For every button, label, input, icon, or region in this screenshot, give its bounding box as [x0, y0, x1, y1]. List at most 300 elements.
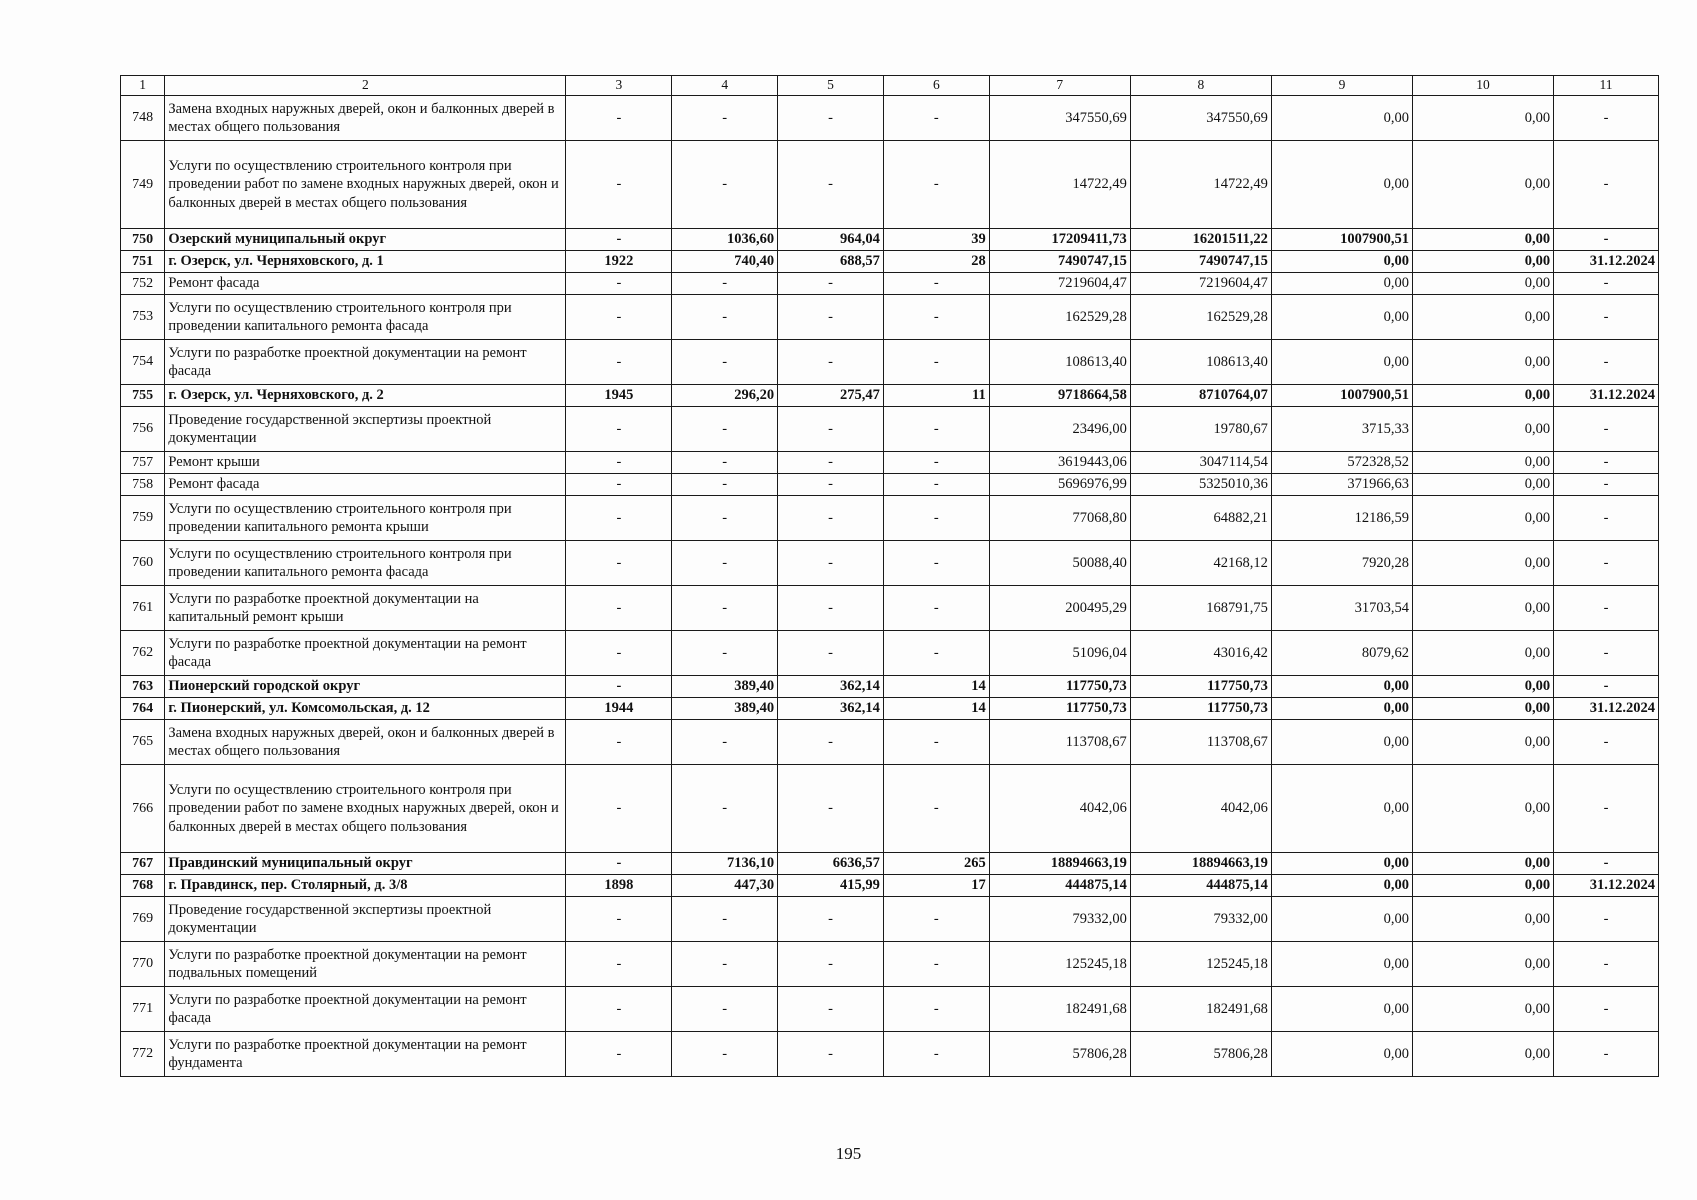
row-number: 760 — [121, 541, 165, 586]
fund-cost-cell: 162529,28 — [1130, 295, 1271, 340]
other-cost-cell: 0,00 — [1413, 141, 1554, 229]
area-living-cell: 415,99 — [778, 875, 884, 897]
item-name: Услуги по разработке проектной документации на ремонт фундамента — [165, 1032, 566, 1077]
row-number: 761 — [121, 586, 165, 631]
fund-cost-cell: 7219604,47 — [1130, 273, 1271, 295]
area-living-cell: - — [778, 631, 884, 676]
deadline-cell: - — [1554, 474, 1659, 496]
residents-cell: 28 — [883, 251, 989, 273]
total-cost-cell: 51096,04 — [989, 631, 1130, 676]
area-cell: 296,20 — [672, 385, 778, 407]
table-row — [121, 96, 1659, 141]
deadline-cell: - — [1554, 96, 1659, 141]
area-cell: - — [672, 96, 778, 141]
table-row — [121, 586, 1659, 631]
deadline-cell: 31.12.2024 — [1554, 875, 1659, 897]
row-number: 767 — [121, 853, 165, 875]
residents-cell: - — [883, 720, 989, 765]
area-living-cell: - — [778, 474, 884, 496]
owner-cost-cell: 0,00 — [1271, 141, 1412, 229]
column-header: 11 — [1554, 76, 1659, 96]
area-living-cell: 362,14 — [778, 698, 884, 720]
area-living-cell: - — [778, 452, 884, 474]
table-header-row — [121, 76, 1659, 96]
owner-cost-cell: 0,00 — [1271, 875, 1412, 897]
year-cell: - — [566, 942, 672, 987]
deadline-cell: - — [1554, 541, 1659, 586]
total-cost-cell: 50088,40 — [989, 541, 1130, 586]
row-number: 762 — [121, 631, 165, 676]
owner-cost-cell: 371966,63 — [1271, 474, 1412, 496]
area-cell: - — [672, 496, 778, 541]
area-cell: - — [672, 631, 778, 676]
area-living-cell: 688,57 — [778, 251, 884, 273]
district-row — [121, 229, 1659, 251]
total-cost-cell: 117750,73 — [989, 698, 1130, 720]
area-living-cell: - — [778, 273, 884, 295]
other-cost-cell: 0,00 — [1413, 853, 1554, 875]
year-cell: - — [566, 720, 672, 765]
residents-cell: - — [883, 987, 989, 1032]
column-header: 6 — [883, 76, 989, 96]
residents-cell: - — [883, 141, 989, 229]
fund-cost-cell: 168791,75 — [1130, 586, 1271, 631]
table-body — [121, 76, 1659, 1077]
table-row — [121, 720, 1659, 765]
residents-cell: - — [883, 407, 989, 452]
column-header: 8 — [1130, 76, 1271, 96]
column-header: 4 — [672, 76, 778, 96]
deadline-cell: 31.12.2024 — [1554, 385, 1659, 407]
total-cost-cell: 23496,00 — [989, 407, 1130, 452]
year-cell: - — [566, 586, 672, 631]
row-number: 757 — [121, 452, 165, 474]
area-living-cell: - — [778, 586, 884, 631]
year-cell: - — [566, 474, 672, 496]
area-living-cell: - — [778, 295, 884, 340]
item-name: Ремонт крыши — [165, 452, 566, 474]
area-cell: - — [672, 897, 778, 942]
fund-cost-cell: 7490747,15 — [1130, 251, 1271, 273]
owner-cost-cell: 0,00 — [1271, 765, 1412, 853]
deadline-cell: - — [1554, 141, 1659, 229]
row-number: 753 — [121, 295, 165, 340]
fund-cost-cell: 14722,49 — [1130, 141, 1271, 229]
deadline-cell: - — [1554, 942, 1659, 987]
owner-cost-cell: 0,00 — [1271, 251, 1412, 273]
item-name: Ремонт фасада — [165, 273, 566, 295]
deadline-cell: 31.12.2024 — [1554, 251, 1659, 273]
residents-cell: 17 — [883, 875, 989, 897]
row-number: 749 — [121, 141, 165, 229]
year-cell: 1898 — [566, 875, 672, 897]
area-cell: 389,40 — [672, 676, 778, 698]
total-cost-cell: 57806,28 — [989, 1032, 1130, 1077]
table-row — [121, 474, 1659, 496]
area-living-cell: 6636,57 — [778, 853, 884, 875]
residents-cell: 11 — [883, 385, 989, 407]
area-cell: - — [672, 273, 778, 295]
year-cell: - — [566, 1032, 672, 1077]
deadline-cell: - — [1554, 987, 1659, 1032]
address-row — [121, 875, 1659, 897]
other-cost-cell: 0,00 — [1413, 541, 1554, 586]
row-number: 755 — [121, 385, 165, 407]
row-number: 758 — [121, 474, 165, 496]
owner-cost-cell: 0,00 — [1271, 295, 1412, 340]
deadline-cell: - — [1554, 720, 1659, 765]
fund-cost-cell: 8710764,07 — [1130, 385, 1271, 407]
owner-cost-cell: 0,00 — [1271, 273, 1412, 295]
owner-cost-cell: 8079,62 — [1271, 631, 1412, 676]
other-cost-cell: 0,00 — [1413, 340, 1554, 385]
area-cell: 740,40 — [672, 251, 778, 273]
total-cost-cell: 4042,06 — [989, 765, 1130, 853]
area-living-cell: - — [778, 897, 884, 942]
total-cost-cell: 108613,40 — [989, 340, 1130, 385]
item-name: г. Озерск, ул. Черняховского, д. 2 — [165, 385, 566, 407]
item-name: Услуги по осуществлению строительного контроля при проведении капитального ремонта фасада — [165, 295, 566, 340]
other-cost-cell: 0,00 — [1413, 586, 1554, 631]
year-cell: 1944 — [566, 698, 672, 720]
item-name: Услуги по осуществлению строительного контроля при проведении капитального ремонта фасада — [165, 541, 566, 586]
total-cost-cell: 7490747,15 — [989, 251, 1130, 273]
row-number: 756 — [121, 407, 165, 452]
row-number: 752 — [121, 273, 165, 295]
area-cell: - — [672, 942, 778, 987]
owner-cost-cell: 0,00 — [1271, 96, 1412, 141]
fund-cost-cell: 347550,69 — [1130, 96, 1271, 141]
deadline-cell: - — [1554, 897, 1659, 942]
other-cost-cell: 0,00 — [1413, 251, 1554, 273]
deadline-cell: - — [1554, 765, 1659, 853]
row-number: 769 — [121, 897, 165, 942]
area-cell: 389,40 — [672, 698, 778, 720]
deadline-cell: - — [1554, 407, 1659, 452]
fund-cost-cell: 113708,67 — [1130, 720, 1271, 765]
residents-cell: - — [883, 295, 989, 340]
area-living-cell: 964,04 — [778, 229, 884, 251]
fund-cost-cell: 16201511,22 — [1130, 229, 1271, 251]
fund-cost-cell: 125245,18 — [1130, 942, 1271, 987]
other-cost-cell: 0,00 — [1413, 96, 1554, 141]
table-row — [121, 1032, 1659, 1077]
item-name: Проведение государственной экспертизы проектной документации — [165, 407, 566, 452]
total-cost-cell: 5696976,99 — [989, 474, 1130, 496]
item-name: Пионерский городской округ — [165, 676, 566, 698]
residents-cell: 14 — [883, 698, 989, 720]
table-row — [121, 765, 1659, 853]
fund-cost-cell: 19780,67 — [1130, 407, 1271, 452]
table-row — [121, 942, 1659, 987]
address-row — [121, 385, 1659, 407]
area-living-cell: - — [778, 496, 884, 541]
table-row — [121, 897, 1659, 942]
area-living-cell: - — [778, 720, 884, 765]
table-row — [121, 295, 1659, 340]
column-header: 7 — [989, 76, 1130, 96]
year-cell: - — [566, 273, 672, 295]
residents-cell: - — [883, 1032, 989, 1077]
year-cell: 1922 — [566, 251, 672, 273]
deadline-cell: - — [1554, 273, 1659, 295]
deadline-cell: - — [1554, 295, 1659, 340]
deadline-cell: - — [1554, 340, 1659, 385]
deadline-cell: - — [1554, 1032, 1659, 1077]
table-row — [121, 407, 1659, 452]
total-cost-cell: 7219604,47 — [989, 273, 1130, 295]
residents-cell: - — [883, 452, 989, 474]
fund-cost-cell: 5325010,36 — [1130, 474, 1271, 496]
fund-cost-cell: 43016,42 — [1130, 631, 1271, 676]
area-cell: - — [672, 541, 778, 586]
deadline-cell: - — [1554, 853, 1659, 875]
column-header: 1 — [121, 76, 165, 96]
item-name: Услуги по разработке проектной документации на ремонт фасада — [165, 987, 566, 1032]
deadline-cell: - — [1554, 229, 1659, 251]
fund-cost-cell: 79332,00 — [1130, 897, 1271, 942]
item-name: Проведение государственной экспертизы проектной документации — [165, 897, 566, 942]
area-living-cell: - — [778, 942, 884, 987]
year-cell: - — [566, 631, 672, 676]
owner-cost-cell: 31703,54 — [1271, 586, 1412, 631]
total-cost-cell: 77068,80 — [989, 496, 1130, 541]
district-row — [121, 853, 1659, 875]
year-cell: - — [566, 295, 672, 340]
other-cost-cell: 0,00 — [1413, 273, 1554, 295]
area-living-cell: - — [778, 96, 884, 141]
owner-cost-cell: 0,00 — [1271, 853, 1412, 875]
table-row — [121, 452, 1659, 474]
other-cost-cell: 0,00 — [1413, 875, 1554, 897]
table-row — [121, 987, 1659, 1032]
item-name: г. Пионерский, ул. Комсомольская, д. 12 — [165, 698, 566, 720]
residents-cell: 14 — [883, 676, 989, 698]
address-row — [121, 698, 1659, 720]
residents-cell: - — [883, 96, 989, 141]
year-cell: - — [566, 340, 672, 385]
year-cell: - — [566, 452, 672, 474]
fund-cost-cell: 3047114,54 — [1130, 452, 1271, 474]
column-header: 9 — [1271, 76, 1412, 96]
fund-cost-cell: 444875,14 — [1130, 875, 1271, 897]
total-cost-cell: 200495,29 — [989, 586, 1130, 631]
year-cell: - — [566, 229, 672, 251]
table-row — [121, 340, 1659, 385]
year-cell: - — [566, 676, 672, 698]
owner-cost-cell: 1007900,51 — [1271, 229, 1412, 251]
area-living-cell: - — [778, 541, 884, 586]
residents-cell: - — [883, 340, 989, 385]
table-row — [121, 541, 1659, 586]
other-cost-cell: 0,00 — [1413, 676, 1554, 698]
item-name: Услуги по разработке проектной документации на ремонт фасада — [165, 631, 566, 676]
area-cell: - — [672, 295, 778, 340]
item-name: Услуги по разработке проектной документации на ремонт подвальных помещений — [165, 942, 566, 987]
row-number: 765 — [121, 720, 165, 765]
area-living-cell: 275,47 — [778, 385, 884, 407]
other-cost-cell: 0,00 — [1413, 496, 1554, 541]
row-number: 751 — [121, 251, 165, 273]
fund-cost-cell: 117750,73 — [1130, 676, 1271, 698]
item-name: Услуги по осуществлению строительного контроля при проведении капитального ремонта крыши — [165, 496, 566, 541]
total-cost-cell: 347550,69 — [989, 96, 1130, 141]
total-cost-cell: 125245,18 — [989, 942, 1130, 987]
year-cell: - — [566, 96, 672, 141]
residents-cell: - — [883, 631, 989, 676]
area-cell: - — [672, 987, 778, 1032]
other-cost-cell: 0,00 — [1413, 229, 1554, 251]
row-number: 763 — [121, 676, 165, 698]
column-header: 5 — [778, 76, 884, 96]
area-living-cell: - — [778, 340, 884, 385]
item-name: Ремонт фасада — [165, 474, 566, 496]
residents-cell: - — [883, 586, 989, 631]
residents-cell: - — [883, 496, 989, 541]
row-number: 766 — [121, 765, 165, 853]
owner-cost-cell: 3715,33 — [1271, 407, 1412, 452]
owner-cost-cell: 0,00 — [1271, 1032, 1412, 1077]
item-name: Озерский муниципальный округ — [165, 229, 566, 251]
fund-cost-cell: 4042,06 — [1130, 765, 1271, 853]
owner-cost-cell: 1007900,51 — [1271, 385, 1412, 407]
owner-cost-cell: 0,00 — [1271, 897, 1412, 942]
area-living-cell: - — [778, 141, 884, 229]
deadline-cell: - — [1554, 586, 1659, 631]
area-living-cell: - — [778, 407, 884, 452]
owner-cost-cell: 572328,52 — [1271, 452, 1412, 474]
item-name: Замена входных наружных дверей, окон и балконных дверей в местах общего пользования — [165, 96, 566, 141]
other-cost-cell: 0,00 — [1413, 765, 1554, 853]
other-cost-cell: 0,00 — [1413, 385, 1554, 407]
area-cell: - — [672, 765, 778, 853]
data-table — [120, 75, 1659, 1077]
owner-cost-cell: 0,00 — [1271, 676, 1412, 698]
fund-cost-cell: 18894663,19 — [1130, 853, 1271, 875]
row-number: 770 — [121, 942, 165, 987]
column-header: 2 — [165, 76, 566, 96]
total-cost-cell: 3619443,06 — [989, 452, 1130, 474]
total-cost-cell: 17209411,73 — [989, 229, 1130, 251]
total-cost-cell: 117750,73 — [989, 676, 1130, 698]
year-cell: - — [566, 496, 672, 541]
item-name: г. Правдинск, пер. Столярный, д. 3/8 — [165, 875, 566, 897]
district-row — [121, 676, 1659, 698]
table-row — [121, 273, 1659, 295]
year-cell: - — [566, 987, 672, 1032]
area-cell: - — [672, 720, 778, 765]
residents-cell: - — [883, 942, 989, 987]
year-cell: - — [566, 407, 672, 452]
total-cost-cell: 18894663,19 — [989, 853, 1130, 875]
area-cell: 7136,10 — [672, 853, 778, 875]
owner-cost-cell: 0,00 — [1271, 942, 1412, 987]
area-cell: - — [672, 586, 778, 631]
residents-cell: 265 — [883, 853, 989, 875]
residents-cell: - — [883, 897, 989, 942]
address-row — [121, 251, 1659, 273]
total-cost-cell: 14722,49 — [989, 141, 1130, 229]
total-cost-cell: 444875,14 — [989, 875, 1130, 897]
area-cell: - — [672, 452, 778, 474]
item-name: Услуги по осуществлению строительного контроля при проведении работ по замене входных наружных дверей, окон и балконных дверей в местах общего пользования — [165, 765, 566, 853]
area-cell: - — [672, 340, 778, 385]
year-cell: - — [566, 897, 672, 942]
residents-cell: 39 — [883, 229, 989, 251]
owner-cost-cell: 0,00 — [1271, 987, 1412, 1032]
deadline-cell: - — [1554, 631, 1659, 676]
area-living-cell: - — [778, 765, 884, 853]
area-cell: - — [672, 407, 778, 452]
table-row — [121, 631, 1659, 676]
total-cost-cell: 79332,00 — [989, 897, 1130, 942]
year-cell: - — [566, 765, 672, 853]
row-number: 754 — [121, 340, 165, 385]
other-cost-cell: 0,00 — [1413, 295, 1554, 340]
residents-cell: - — [883, 765, 989, 853]
row-number: 750 — [121, 229, 165, 251]
fund-cost-cell: 57806,28 — [1130, 1032, 1271, 1077]
other-cost-cell: 0,00 — [1413, 474, 1554, 496]
row-number: 772 — [121, 1032, 165, 1077]
fund-cost-cell: 42168,12 — [1130, 541, 1271, 586]
other-cost-cell: 0,00 — [1413, 452, 1554, 474]
fund-cost-cell: 117750,73 — [1130, 698, 1271, 720]
area-cell: - — [672, 141, 778, 229]
residents-cell: - — [883, 273, 989, 295]
other-cost-cell: 0,00 — [1413, 987, 1554, 1032]
item-name: Услуги по разработке проектной документации на ремонт фасада — [165, 340, 566, 385]
row-number: 771 — [121, 987, 165, 1032]
year-cell: - — [566, 853, 672, 875]
owner-cost-cell: 0,00 — [1271, 698, 1412, 720]
area-cell: - — [672, 1032, 778, 1077]
year-cell: - — [566, 141, 672, 229]
total-cost-cell: 113708,67 — [989, 720, 1130, 765]
fund-cost-cell: 182491,68 — [1130, 987, 1271, 1032]
other-cost-cell: 0,00 — [1413, 720, 1554, 765]
residents-cell: - — [883, 474, 989, 496]
owner-cost-cell: 0,00 — [1271, 720, 1412, 765]
area-cell: 447,30 — [672, 875, 778, 897]
table-row — [121, 141, 1659, 229]
area-cell: 1036,60 — [672, 229, 778, 251]
fund-cost-cell: 108613,40 — [1130, 340, 1271, 385]
row-number: 764 — [121, 698, 165, 720]
other-cost-cell: 0,00 — [1413, 631, 1554, 676]
total-cost-cell: 182491,68 — [989, 987, 1130, 1032]
year-cell: 1945 — [566, 385, 672, 407]
item-name: Услуги по разработке проектной документации на капитальный ремонт крыши — [165, 586, 566, 631]
deadline-cell: 31.12.2024 — [1554, 698, 1659, 720]
other-cost-cell: 0,00 — [1413, 407, 1554, 452]
row-number: 748 — [121, 96, 165, 141]
other-cost-cell: 0,00 — [1413, 698, 1554, 720]
owner-cost-cell: 7920,28 — [1271, 541, 1412, 586]
total-cost-cell: 162529,28 — [989, 295, 1130, 340]
other-cost-cell: 0,00 — [1413, 1032, 1554, 1077]
deadline-cell: - — [1554, 452, 1659, 474]
owner-cost-cell: 0,00 — [1271, 340, 1412, 385]
item-name: Услуги по осуществлению строительного контроля при проведении работ по замене входных наружных дверей, окон и балконных дверей в местах общего пользования — [165, 141, 566, 229]
item-name: г. Озерск, ул. Черняховского, д. 1 — [165, 251, 566, 273]
column-header: 3 — [566, 76, 672, 96]
other-cost-cell: 0,00 — [1413, 897, 1554, 942]
other-cost-cell: 0,00 — [1413, 942, 1554, 987]
area-living-cell: - — [778, 1032, 884, 1077]
total-cost-cell: 9718664,58 — [989, 385, 1130, 407]
table-row — [121, 496, 1659, 541]
